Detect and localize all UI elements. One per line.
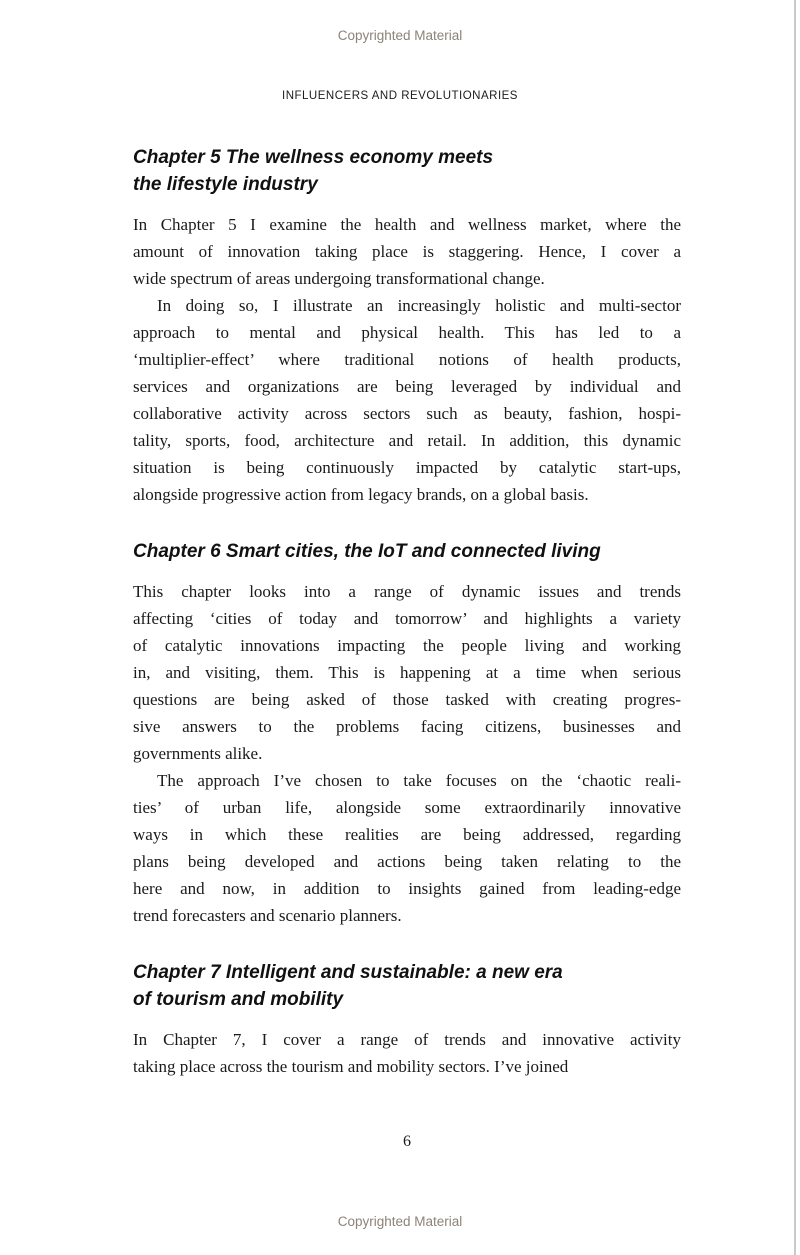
running-header: INFLUENCERS AND REVOLUTIONARIES (282, 90, 518, 102)
paragraph (133, 1026, 681, 1080)
text-line: The approach I’ve chosen to take focuses on the ‘chaotic reali- (157, 771, 681, 790)
text-line: alongside progressive action from legacy brands, on a global basis. (133, 485, 589, 504)
text-line: situation is being continuously impacted by catalytic start-ups, (133, 458, 681, 477)
text-line: in, and visiting, them. This is happening at a time when serious (133, 663, 681, 682)
text-line: taking place across the tourism and mobility sectors. I’ve joined (133, 1057, 569, 1076)
copyright-top-label: Copyrighted Material (337, 28, 463, 43)
text-line: Chapter 6 Smart cities, the IoT and connected living (133, 541, 601, 562)
text-line: services and organizations are being leveraged by individual and (133, 377, 681, 396)
page-content (133, 144, 681, 1080)
text-line: of tourism and mobility (133, 989, 344, 1010)
text-line: ways in which these realities are being addressed, regarding (133, 825, 681, 844)
copyright-bottom-label: Copyrighted Material (337, 1214, 463, 1229)
text-line: affecting ‘cities of today and tomorrow’ and highlights a variety (133, 609, 681, 628)
text-line: tality, sports, food, architecture and retail. In addition, this dynamic (133, 431, 681, 450)
text-line: ties’ of urban life, alongside some extraordinarily innovative (133, 798, 681, 817)
text-line: governments alike. (133, 744, 263, 763)
text-line: In doing so, I illustrate an increasingly holistic and multi-sector (157, 296, 681, 315)
text-line: Chapter 7 Intelligent and sustainable: a new era (133, 962, 563, 983)
text-line: amount of innovation taking place is staggering. Hence, I cover a (133, 242, 681, 261)
page-number: 6 (403, 1133, 411, 1150)
section-chapter-7 (133, 959, 681, 1080)
text-line: of catalytic innovations impacting the people living and working (133, 636, 681, 655)
text-line: plans being developed and actions being taken relating to the (133, 852, 681, 871)
text-line: sive answers to the problems facing citizens, businesses and (133, 717, 681, 736)
text-line: In Chapter 5 I examine the health and wellness market, where the (133, 215, 681, 234)
paragraph (133, 767, 681, 929)
page-edge-line (794, 0, 796, 1255)
paragraph (133, 578, 681, 767)
text-line: approach to mental and physical health. This has led to a (133, 323, 681, 342)
text-line: questions are being asked of those tasked with creating progres- (133, 690, 681, 709)
text-line: trend forecasters and scenario planners. (133, 906, 402, 925)
text-line: ‘multiplier-effect’ where traditional notions of health products, (133, 350, 681, 369)
text-line: Chapter 5 The wellness economy meets (133, 147, 494, 168)
text-line: collaborative activity across sectors such as beauty, fashion, hospi- (133, 404, 681, 423)
text-line: This chapter looks into a range of dynamic issues and trends (133, 582, 681, 601)
section-heading-chapter-6 (133, 538, 681, 565)
paragraph (133, 211, 681, 292)
section-heading-chapter-5 (133, 144, 681, 198)
text-line: wide spectrum of areas undergoing transformational change. (133, 269, 545, 288)
section-chapter-5 (133, 144, 681, 508)
text-line: the lifestyle industry (133, 174, 318, 195)
text-line: In Chapter 7, I cover a range of trends and innovative activity (133, 1030, 681, 1049)
section-heading-chapter-7 (133, 959, 681, 1013)
text-line: here and now, in addition to insights gained from leading-edge (133, 879, 681, 898)
section-chapter-6 (133, 538, 681, 929)
paragraph (133, 292, 681, 508)
